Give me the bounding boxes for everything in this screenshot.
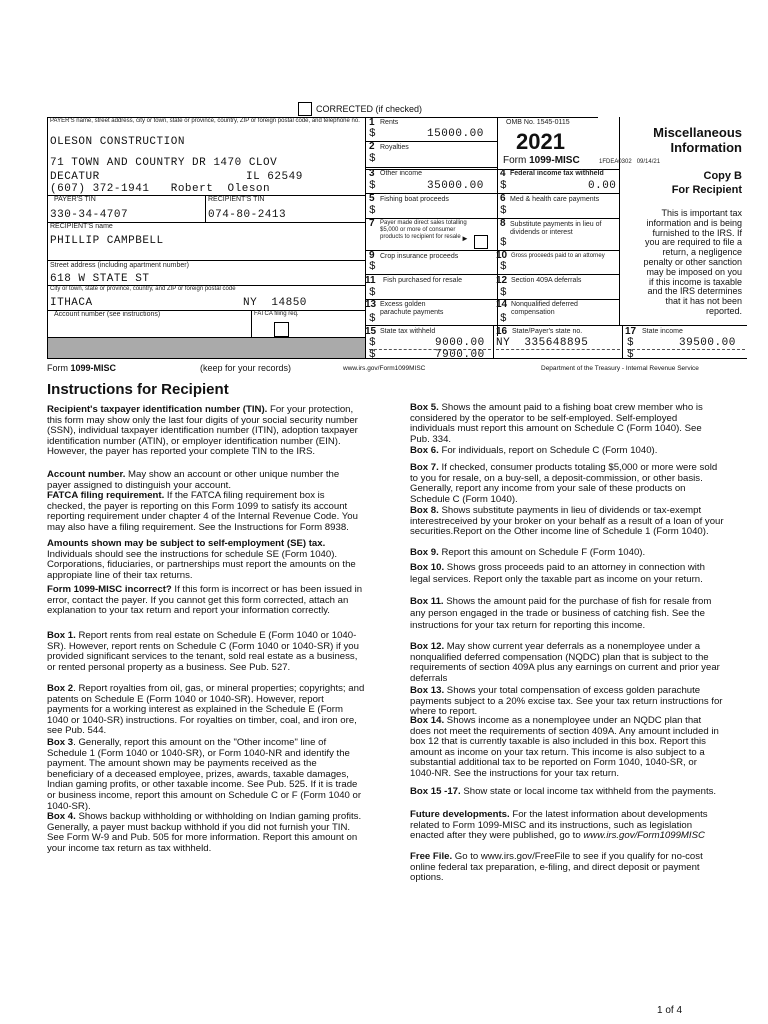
inst-right-11-title: Future developments. [410, 809, 510, 820]
copy-label: Copy B [703, 170, 742, 182]
inst-left-7-text: . Generally, report this amount on the "Other income" line of Schedule 1 (Form 1040 or 1040-SR), or Form 1040-NR and identify the payment. The amount shown may be payments received as the beneficiary of a deceased employee, prizes, awards, taxable damages, Indian gaming profits, or other taxable income. See Pub. 525. If it is trade or business income, report this amount on Schedule C or F (Form 1040 or 1040-SR). [47, 737, 362, 812]
box3-number: 3 [369, 168, 375, 179]
instructions-heading: Instructions for Recipient [47, 381, 229, 398]
box11-number: 11 [365, 275, 376, 286]
inst-left-3-title: Amounts shown may be subject to self-employment (SE) tax. [47, 538, 326, 549]
inst-right-2-title: Box 7. [410, 462, 439, 473]
inst-right-1-title: Box 6. [410, 445, 439, 456]
inst-left-5-title: Box 1. [47, 630, 76, 641]
shaded-area [48, 338, 365, 358]
box13-number: 13 [365, 299, 377, 310]
box7-number: 7 [369, 218, 375, 229]
form-title-2: Information [670, 140, 742, 155]
inst-left-1-title: Account number. [47, 469, 126, 480]
inst-right-1 [410, 446, 724, 457]
inst-right-10-title: Box 15 -17. [410, 786, 461, 797]
inst-left-0-title: Recipient's taxpayer identification number (TIN). [47, 404, 268, 415]
form-name: 1099-MISC [529, 155, 580, 166]
footer-keep: (keep for your records) [200, 363, 292, 373]
box6-number: 6 [500, 193, 506, 204]
box17-label: State income [642, 328, 683, 335]
box11-dollar: $ [369, 287, 376, 299]
box15-label: State tax withheld [380, 328, 436, 335]
city-label: City or town, state or province, country, and ZIP or foreign postal code [50, 286, 236, 292]
city: ITHACA [50, 297, 93, 309]
inst-right-12 [410, 852, 724, 884]
box7-checkbox[interactable] [474, 235, 488, 249]
box6-dollar: $ [500, 205, 507, 217]
inst-right-2 [410, 463, 724, 505]
payer-tin: 330-34-4707 [50, 209, 129, 221]
inst-right-0-text: Shows the amount paid to a fishing boat crew member who is considered by the operator to be self-employed. Self-employed individuals must report this amount on Schedule C (Form 1040). See Pub. 334. [410, 402, 703, 445]
inst-right-10 [410, 787, 724, 798]
box17-number: 17 [625, 326, 637, 337]
box15-value-2: 7900.00 [435, 349, 485, 361]
payer-tin-label: PAYER'S TIN [54, 196, 96, 203]
inst-left-8-title: Box 4. [47, 811, 76, 822]
inst-right-3 [410, 506, 724, 538]
box1-number: 1 [369, 117, 375, 128]
street-label: Street address (including apartment number) [50, 262, 189, 269]
box3-dollar: $ [369, 180, 376, 192]
payer-city: DECATUR [50, 171, 100, 183]
inst-right-3-text: Shows substitute payments in lieu of dividends or tax-exempt interestreceived by your broker on your behalf as a result of a loan of your securities.Report on the Other income line of Schedule 1 (Form 1040). [410, 505, 724, 538]
box8-number: 8 [500, 218, 506, 229]
box17-dollar-2: $ [627, 349, 634, 361]
form-prefix: Form [503, 155, 527, 166]
year: 2021 [516, 129, 565, 154]
form-id [503, 155, 580, 166]
inst-left-5 [47, 631, 365, 673]
box15-dollar-1: $ [369, 337, 376, 349]
inst-right-9-text: Shows income as a nonemployee under an NQDC plan that does not meet the requirements of section 409A. Any amount included in box 12 that is currently taxable is also included in this box. Report this amount as income on your tax return. This income is also subject to a substantial additional tax to be reported on Form 1040, 1040-SR, or 1040-NR. See the instructions for your tax return. [410, 715, 719, 779]
payer-address: 71 TOWN AND COUNTRY DR 1470 CLOV [50, 157, 278, 169]
inst-right-12-title: Free File. [410, 851, 453, 862]
inst-left-2-text: If the FATCA filing requirement box is checked, the payer is reporting on this Form 1099 to satisfy its account reporting requirement under chapter 4 of the Internal Revenue Code. You may also have a filing requirement. See the Instructions for Form 8938. [47, 490, 358, 533]
payer-name: OLESON CONSTRUCTION [50, 136, 185, 148]
inst-right-2-text: If checked, consumer products totaling $5,000 or more were sold to you for resale, on a buy-sell, a deposit-commission, or other basis. Generally, report any income from your sale of these products on Schedule C (Form 1040). [410, 462, 718, 505]
inst-right-8-text: Shows your total compensation of excess golden parachute payments subject to a 20% excise tax. See your tax return instructions for where to report. [410, 685, 723, 718]
fatca-checkbox[interactable] [274, 322, 289, 337]
inst-right-4-title: Box 9. [410, 547, 439, 558]
box12-label: Section 409A deferrals [511, 277, 582, 284]
box8-dollar: $ [500, 237, 507, 249]
street: 618 W STATE ST [50, 273, 150, 285]
page-number: 1 of 4 [657, 1005, 683, 1016]
box2-dollar: $ [369, 153, 376, 165]
inst-left-3 [47, 539, 365, 581]
box9-number: 9 [369, 250, 375, 261]
city-state-zip: NY 14850 [243, 297, 307, 309]
account-label: Account number (see instructions) [54, 311, 161, 318]
inst-right-8 [410, 686, 724, 718]
inst-right-4-text: Report this amount on Schedule F (Form 1040). [438, 547, 646, 558]
corrected-checkbox[interactable] [298, 102, 312, 116]
box17-value: 39500.00 [679, 337, 736, 349]
box13-dollar: $ [369, 313, 376, 325]
box9-label: Crop insurance proceeds [380, 253, 459, 260]
inst-left-2 [47, 491, 365, 533]
recipient-name-label: RECIPIENT'S name [50, 223, 113, 230]
box7-label: Payer made direct sales totalling $5,000 or more of consumer products to recipient for resale [380, 220, 467, 240]
inst-right-7-text: May show current year deferrals as a nonemployee under a nonqualified deferred compensation (NQDC) plan that is subject to the requirements of section 409A plus any earnings on current and prior year deferrals [410, 641, 720, 684]
inst-right-1-text: For individuals, report on Schedule C (Form 1040). [438, 445, 658, 456]
box11-label: Fish purchased for resale [383, 277, 462, 284]
box4-number: 4 [500, 168, 506, 179]
box10-label: Gross proceeds paid to an attorney [511, 253, 605, 259]
box14-dollar: $ [500, 313, 507, 325]
box14-label: Nonqualified deferred compensation [511, 301, 578, 316]
box1-label: Rents [380, 119, 399, 126]
box16-value: NY 335648895 [496, 337, 589, 349]
for-recipient: For Recipient [671, 184, 742, 196]
footer-dept: Department of the Treasury - Internal Revenue Service [541, 365, 699, 372]
inst-right-0-title: Box 5. [410, 402, 439, 413]
box1-value: 15000.00 [427, 128, 484, 140]
box6-label: Med & health care payments [510, 196, 600, 203]
inst-right-4 [410, 548, 724, 559]
inst-right-3-title: Box 8. [410, 505, 439, 516]
inst-right-5 [410, 562, 724, 586]
box2-label: Royalties [380, 144, 409, 151]
inst-right-7 [410, 642, 724, 684]
inst-right-9-title: Box 14. [410, 715, 445, 726]
payer-label: PAYER'S name, street address, city or town, state or province, country, ZIP or foreign postal code, and telephone no. [50, 118, 360, 124]
box14-number: 14 [496, 299, 508, 310]
inst-right-5-title: Box 10. [410, 562, 445, 573]
box13-label: Excess golden parachute payments [380, 301, 444, 316]
box8-label: Substitute payments in lieu of dividends or interest [510, 221, 602, 236]
inst-left-7 [47, 738, 365, 812]
box10-dollar: $ [500, 261, 507, 273]
inst-left-8-text: Shows backup withholding or withholding on Indian gaming profits. Generally, a payer must backup withhold if you did not furnish your TIN. See Form W-9 and Pub. 505 for more information. Report this amount on your income tax return as tax withheld. [47, 811, 362, 854]
box4-label: Federal income tax withheld [510, 170, 604, 177]
inst-right-11-text: For the latest information about developments related to Form 1099-MISC and its instructions, such as legislation enacted after they were published, go to [410, 809, 708, 842]
inst-left-8 [47, 812, 365, 854]
inst-right-12-text: Go to www.irs.gov/FreeFile to see if you qualify for no-cost online federal tax preparation, e-filing, and direct deposit or payment options. [410, 851, 703, 884]
inst-left-6-text: . Report royalties from oil, gas, or mineral properties; copyrights; and patents on Schedule E (Form 1040 or 1040-SR). However, report payments for a working interest as explained in the Schedule E (Form 1040 or 1040-SR) instructions. For royalties on timber, coal, and iron ore, see Pub. 544. [47, 683, 365, 737]
inst-right-6-text: Shows the amount paid for the purchase of fish for resale from any person engaged in the trade or business of catching fish. See the instructions for your tax return for reporting this income. [410, 596, 712, 631]
footer-form-prefix: Form [47, 363, 68, 373]
inst-left-1-text: May show an account or other unique number the payer assigned to distinguish your account. [47, 469, 340, 491]
box5-number: 5 [369, 193, 375, 204]
inst-left-6-title: Box 2 [47, 683, 74, 694]
inst-right-11-link[interactable]: www.irs.gov/Form1099MISC [583, 830, 705, 842]
box15-value-1: 9000.00 [435, 337, 485, 349]
inst-left-0 [47, 405, 365, 458]
inst-left-2-title: FATCA filing requirement. [47, 490, 165, 501]
box17-dollar-1: $ [627, 337, 634, 349]
payer-state-zip: IL 62549 [246, 171, 303, 183]
box4-dollar: $ [500, 180, 507, 192]
payer-phone: (607) 372-1941 Robert Oleson [50, 183, 271, 195]
box12-number: 12 [496, 275, 508, 286]
box12-dollar: $ [500, 287, 507, 299]
inst-left-3-text: Individuals should see the instructions for schedule SE (Form 1040). Corporations, fiduciaries, or partnerships must report the amounts on the appropiate line of their tax returns. [47, 548, 356, 581]
box3-value: 35000.00 [427, 180, 484, 192]
inst-right-7-title: Box 12. [410, 641, 445, 652]
box5-dollar: $ [369, 205, 376, 217]
box10-number: 10 [496, 250, 508, 261]
recipient-name: PHILLIP CAMPBELL [50, 235, 164, 247]
inst-right-11 [410, 810, 724, 842]
box1-dollar: $ [369, 128, 376, 140]
recipient-tin-label: RECIPIENT'S TIN [208, 196, 265, 203]
footer-form-name: 1099-MISC [70, 363, 117, 373]
inst-right-10-text: Show state or local income tax withheld from the payments. [460, 786, 717, 797]
inst-left-7-title: Box 3 [47, 737, 74, 748]
box2-number: 2 [369, 141, 375, 152]
inst-left-0-text: For your protection, this form may show only the last four digits of your social security number (SSN), individual taxpayer identification number (ITIN), adoption taxpayer identification number (ATIN), or employer identification number (EIN). However, the payer has reported your complete TIN to the IRS. [47, 404, 358, 458]
inst-left-4-text: If this form is incorrect or has been issued in error, contact the payer. If you cannot get this form corrected, attach an explanation to your tax return and report your information correctly. [47, 584, 363, 617]
box15-number: 15 [365, 326, 377, 337]
box16-label: State/Payer's state no. [512, 328, 583, 335]
footer-url[interactable]: www.irs.gov/Form1099MISC [343, 365, 426, 372]
inst-right-6-title: Box 11. [410, 596, 444, 607]
inst-right-8-title: Box 13. [410, 685, 445, 696]
side-text: This is important tax information and is being furnished to the IRS. If you are required to file a return, a negligence penalty or other sanction may be imposed on you if this income is taxable and the IRS determines that it has not been reported. [643, 208, 742, 316]
box9-dollar: $ [369, 261, 376, 273]
box16-number: 16 [496, 326, 508, 337]
inst-left-5-text: Report rents from real estate on Schedule E (Form 1040 or 1040-SR). However, report rents on Schedule C (Form 1040 or 1040-SR) if you provided significant services to the tenant, sold real estate as a business, or rented personal property as a business. See Pub. 527. [47, 630, 359, 673]
inst-left-4 [47, 585, 365, 617]
omb-number: OMB No. 1545-0115 [506, 119, 570, 126]
box15-dollar-2: $ [369, 349, 376, 361]
form-title-1: Miscellaneous [653, 125, 742, 140]
inst-left-1 [47, 470, 365, 491]
box3-label: Other income [380, 170, 423, 177]
form-code: 1FDEA0302 09/14/21 [599, 159, 661, 165]
box5-label: Fishing boat proceeds [380, 196, 449, 203]
inst-right-5-text: Shows gross proceeds paid to an attorney in connection with legal services. Report only the taxable part as income on your return. [410, 562, 705, 585]
box4-value: 0.00 [588, 180, 617, 192]
inst-right-0 [410, 403, 724, 445]
fatca-label: FATCA filing req. [254, 311, 299, 317]
footer-form [47, 363, 116, 373]
inst-left-6 [47, 684, 365, 737]
corrected-label: CORRECTED (if checked) [316, 104, 423, 114]
inst-right-9 [410, 716, 724, 780]
box7-arrow-icon: ► [461, 234, 469, 243]
inst-right-6 [410, 596, 724, 632]
inst-left-4-title: Form 1099-MISC incorrect? [47, 584, 172, 595]
recipient-tin: 074-80-2413 [208, 209, 287, 221]
